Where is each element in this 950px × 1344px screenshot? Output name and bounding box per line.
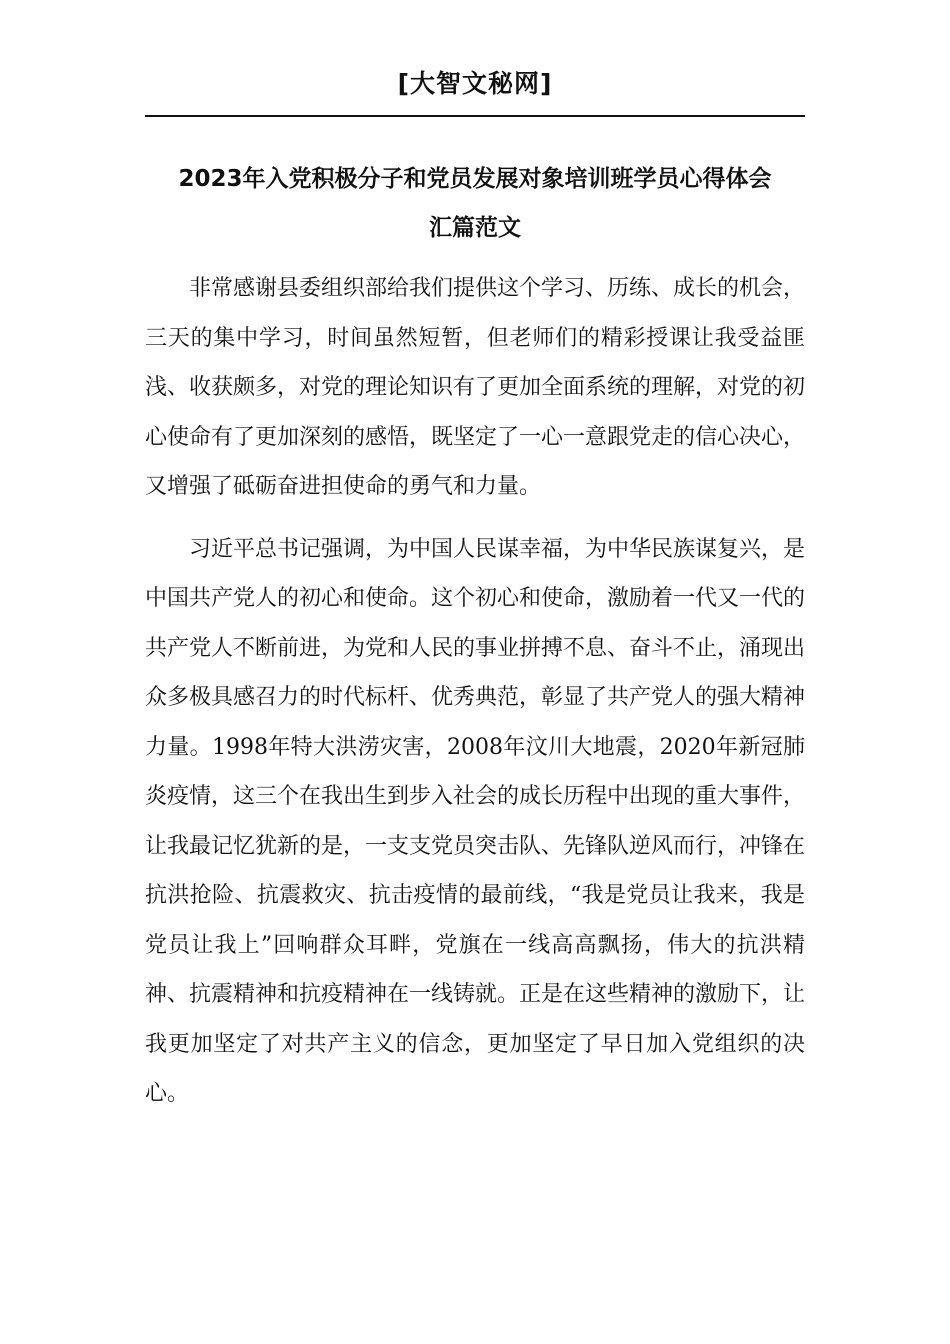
- document-title: [145, 155, 805, 253]
- paragraph: 习近平总书记强调，为中国人民谋幸福，为中华民族谋复兴，是中国共产党人的初心和使命。这个初心和使命，激励着一代又一代的共产党人不断前进，为党和人民的事业拼搏不息、奋斗不止，涌现出众多极具感召力的时代标杆、优秀典范，彰显了共产党人的强大精神力量。1998年特大洪涝灾害，2008年汶川大地震，2020年新冠肺炎疫情，这三个在我出生到步入社会的成长历程中出现的重大事件，让我最记忆犹新的是，一支支党员突击队、先锋队逆风而行，冲锋在抗洪抢险、抗震救灾、抗击疫情的最前线，“我是党员让我来，我是党员让我上”回响群众耳畔，党旗在一线高高飘扬，伟大的抗洪精神、抗震精神和抗疫精神在一线铸就。正是在这些精神的激励下，让我更加坚定了对共产主义的信念，更加坚定了早日加入党组织的决心。: [145, 536, 806, 1106]
- site-header: [大智文秘网]: [397, 69, 553, 98]
- header-divider: [145, 115, 805, 117]
- title-line-1: 2023年入党积极分子和党员发展对象培训班学员心得体会: [178, 166, 772, 192]
- document-body: [145, 264, 805, 1119]
- title-line-2: 汇篇范文: [429, 215, 521, 241]
- paragraph: 非常感谢县委组织部给我们提供这个学习、历练、成长的机会，三天的集中学习，时间虽然短暂，但老师们的精彩授课让我受益匪浅、收获颇多，对党的理论知识有了更加全面系统的理解，对党的初心使命有了更加深刻的感悟，既坚定了一心一意跟党走的信心决心，又增强了砥砺奋进担使命的勇气和力量。: [145, 276, 806, 499]
